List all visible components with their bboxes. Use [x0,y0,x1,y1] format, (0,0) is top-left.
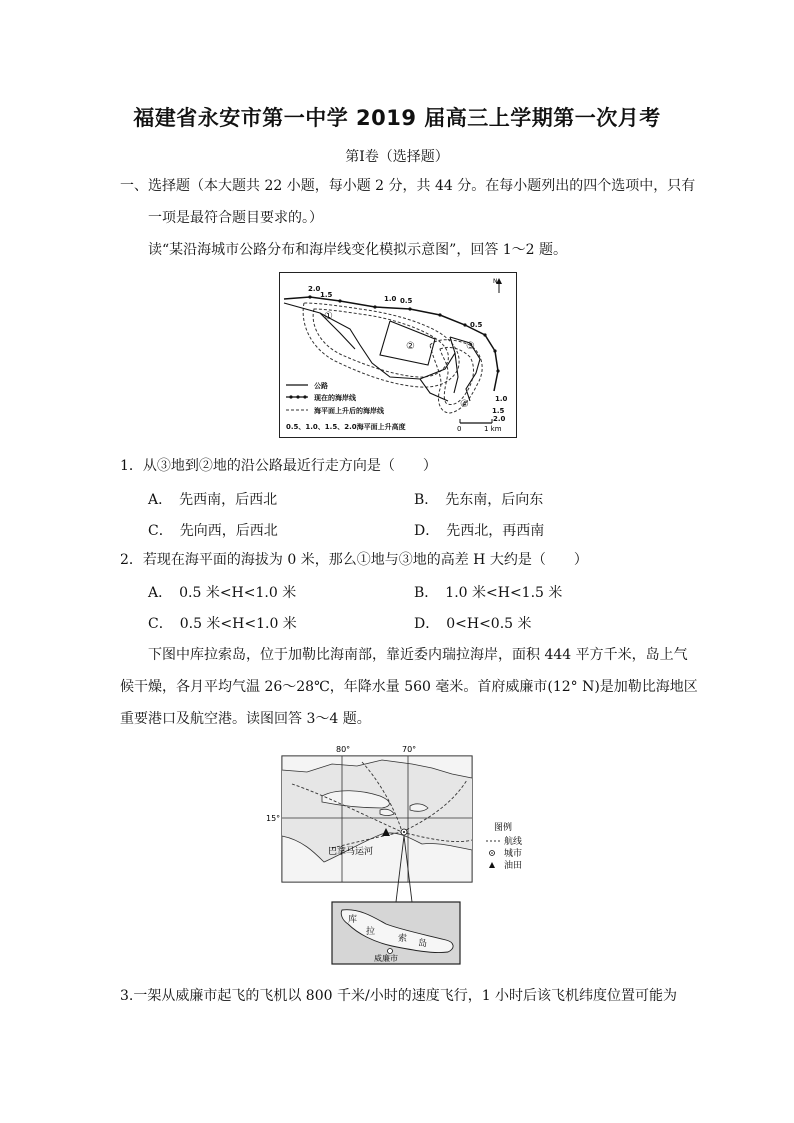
section-intro-line2: 一项是最符合题目要求的。） [148,210,323,226]
para2-line2: 候干燥，各月平均气温 26～28℃，年降水量 560 毫米。首府威廉市(12° N)是加勒比海地区 [120,679,698,695]
point-1: ① [324,311,333,322]
coastline-dots [308,295,499,372]
legend-note: 0.5、1.0、1.5、2.0海平面上升高度 [286,423,406,431]
inset-label: 岛 [418,939,428,949]
map-legend [286,381,406,431]
contour-label: 1.0 [384,295,397,303]
q1-option-a[interactable]: A． 先西南，后西北 [148,492,278,508]
q2-option-a[interactable]: A． 0.5 米<H<1.0 米 [148,585,297,601]
contour-label: 2.0 [493,415,506,423]
page-title: 福建省永安市第一中学 2019 届高三上学期第一次月考 [133,106,661,130]
para2-line3: 重要港口及航空港。读图回答 3～4 题。 [120,711,371,727]
q1-stem: 1．从③地到②地的沿公路最近行走方向是（ ） [120,458,437,474]
legend-future-coast: 海平面上升后的海岸线 [314,407,384,415]
contour-labels [308,285,508,423]
north-arrow-icon [493,278,502,293]
caribbean-map-figure [262,744,532,970]
inset-label: 索 [398,934,408,944]
page-subtitle: 第Ⅰ卷（选择题） [345,149,449,165]
contour-label: 2.0 [308,285,321,293]
legend-current-coast: 现在的海岸线 [314,394,356,402]
contour-label: 0.5 [470,321,483,329]
inset-label: 拉 [366,927,376,937]
q3-stem: 3.一架从威廉市起飞的飞机以 800 千米/小时的速度飞行，1 小时后该飞机纬度位置可能为 [120,988,678,1004]
coastal-city-map-figure [279,272,517,438]
inset-label: 库 [348,915,358,925]
q2-option-d[interactable]: D． 0<H<0.5 米 [414,616,532,632]
point-3: ③ [466,341,475,352]
lon-80-label: 80° [336,745,351,754]
legend-oil: 油田 [504,861,523,871]
q2-option-b[interactable]: B． 1.0 米<H<1.5 米 [414,585,563,601]
q1-option-d[interactable]: D． 先西北，再西南 [414,523,545,539]
q1-option-b[interactable]: B． 先东南，后向东 [414,492,544,508]
caribbean-map [262,744,532,970]
legend-road: 公路 [314,382,328,390]
svg-text:0: 0 [457,425,462,433]
contour-label: 1.0 [495,395,508,403]
q1-option-c[interactable]: C． 先向西，后西北 [148,523,278,539]
coastal-city-map [280,273,516,437]
svg-text:N: N [493,278,498,285]
contour-label: 0.5 [400,297,413,305]
contour-label: 1.5 [492,407,505,415]
contour-label: 1.5 [320,291,333,299]
para2-line1: 下图中库拉索岛，位于加勒比海南部，靠近委内瑞拉海岸，面积 444 平方千米，岛上气 [148,647,688,663]
section-intro-line1: 一、选择题（本大题共 22 小题，每小题 2 分，共 44 分。在每小题列出的四个选项中，只有 [120,178,696,194]
willemstad-icon [388,949,393,954]
lat-15-label: 15° [266,814,281,823]
legend-title: 图例 [494,823,513,833]
svg-text:1 km: 1 km [484,425,502,433]
panama-canal-label: 巴拿马运河 [328,847,374,857]
q2-stem: 2．若现在海平面的海拔为 0 米，那么①地与③地的高差 H 大约是（ ） [120,552,588,568]
legend-route: 航线 [504,837,523,847]
point-2: ② [406,341,415,352]
point-4: ④ [460,399,469,410]
q2-option-c[interactable]: C． 0.5 米<H<1.0 米 [148,616,297,632]
map2-legend [486,821,522,871]
lon-70-label: 70° [402,745,417,754]
willemstad-label: 威廉市 [374,954,398,963]
read-prompt-1: 读“某沿海城市公路分布和海岸线变化模拟示意图”，回答 1～2 题。 [148,242,568,258]
legend-city: 城市 [504,849,523,859]
